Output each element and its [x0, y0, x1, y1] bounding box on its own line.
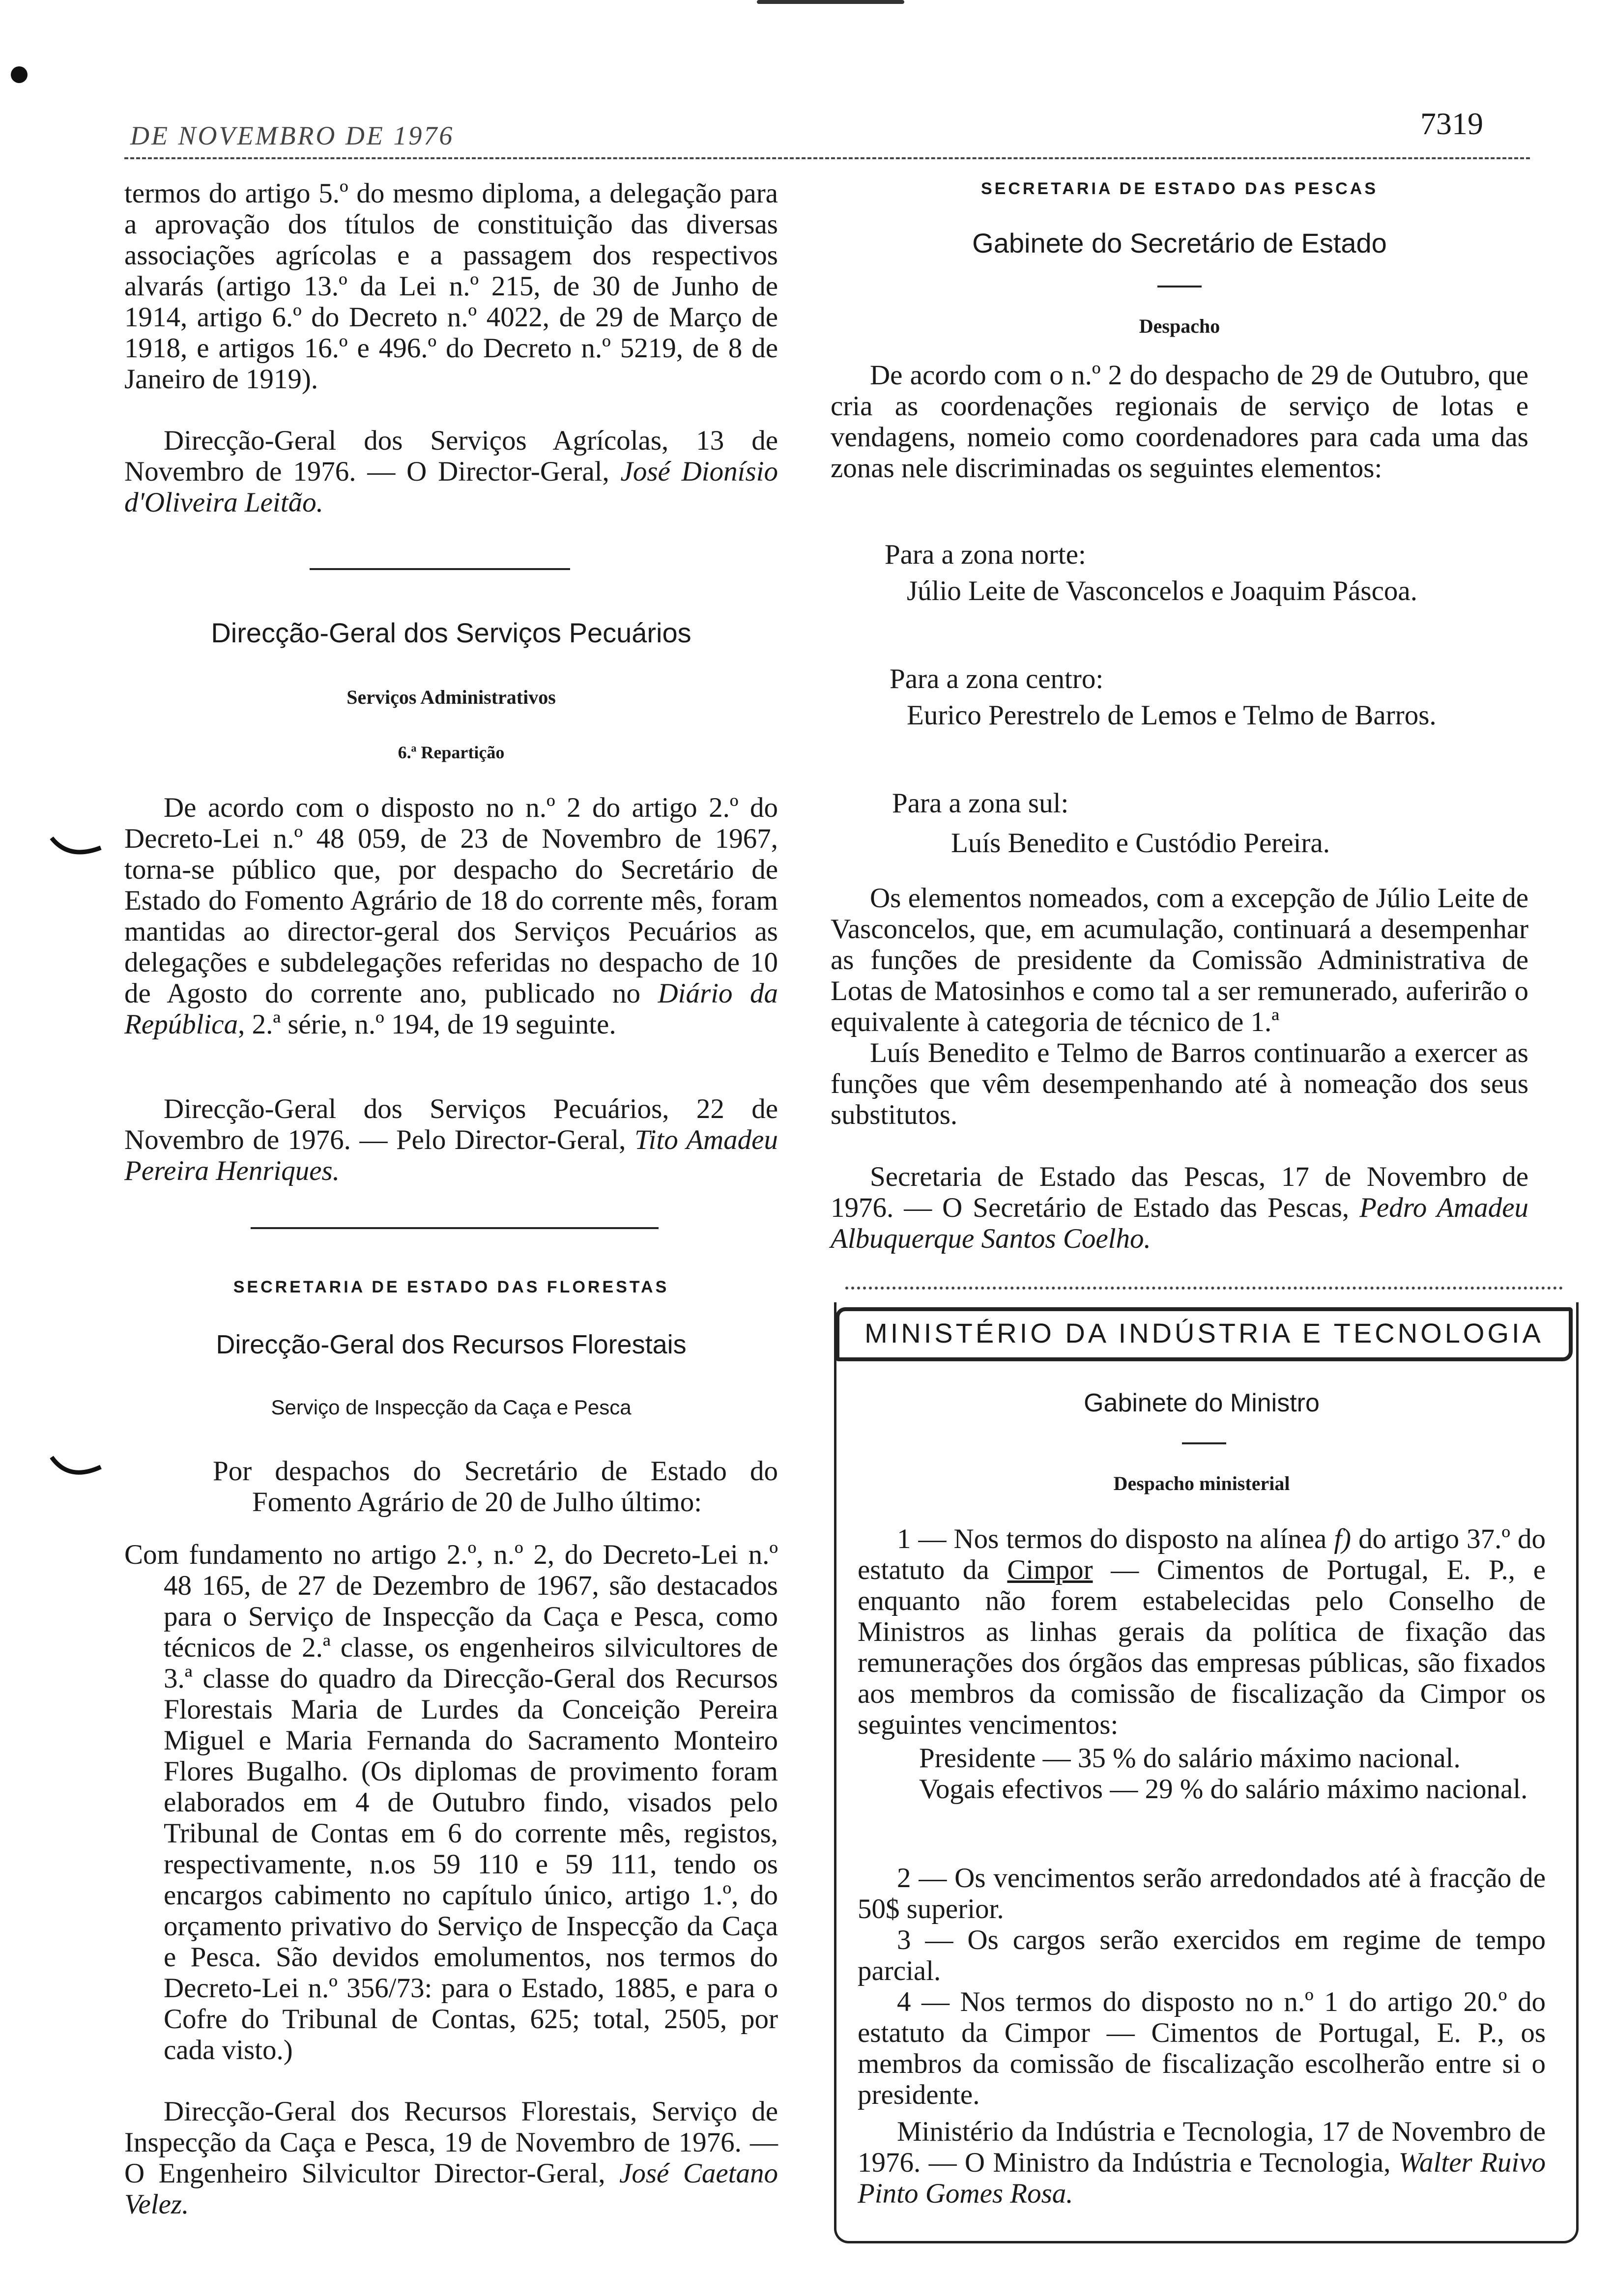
margin-dot: [11, 66, 28, 83]
florestas-paragraph: Com fundamento no artigo 2.º, n.º 2, do Decreto-Lei n.º 48 165, de 27 de Dezembro de 1967, são destacados para o Serviço de Inspecção da Caça e Pesca, como técnicos de 2.ª classe, os engenheiros silvicultores de 3.ª classe do quadro da Direcção-Geral dos Recursos Florestais Maria de Lurdes da Conceição Pereira Miguel e Maria Fernanda do Sacramento Monteiro Flores Bugalho. (Os diplomas de provimento foram elaborados em 4 de Outubro findo, visados pelo Tribunal de Contas em 6 do corrente mês, registos, respectivamente, n.os 59 110 e 59 111, tendo os encargos cabimento no capítulo único, artigo 1.º, do orçamento privativo do Serviço de Inspecção da Caça e Pesca. São devidos emolumentos, nos termos do Decreto-Lei n.º 356/73: para o Estado, 1885, e para o Cofre do Tribunal de Contas, 625; total, 2505, por cada visto.): [124, 1539, 778, 2066]
agricultura-paragraph: termos do artigo 5.º do mesmo diploma, a delegação para a aprovação dos títulos de constituição das diversas associações agrícolas e a passagem dos respectivos alvarás (artigo 13.º da Lei n.º 215, de 30 de Junho de 1914, artigo 6.º do Decreto n.º 4022, de 29 de Março de 1918, e artigos 16.º e 496.º do Decreto n.º 5219, de 8 de Janeiro de 1919).: [124, 178, 778, 395]
zone-label-norte: Para a zona norte:: [885, 539, 1086, 570]
pecuarios-signature: [124, 1093, 778, 1186]
pescas-paragraph: De acordo com o n.º 2 do despacho de 29 de Outubro, que cria as coordenações regionais de serviço de lotas e vendagens, nomeio como coordenadores para cada uma das zonas nele discriminadas os seguintes elementos:: [831, 360, 1528, 484]
paragraph-text: De acordo com o disposto no n.º 2 do artigo 2.º do Decreto-Lei n.º 48 059, de 23 de Novembro de 1967, torna-se público que, por despacho do Secretário de Estado do Fomento Agrário de 18 do corrente mês, foram mantidas ao director-geral dos Serviços Pecuários as delegações e subdelegações referidas no despacho de 10 de Agosto do corrente ano, publicado no: [124, 792, 778, 1009]
section-divider: [310, 568, 570, 570]
checkmark-icon: [49, 1452, 103, 1487]
pescas-signature: [831, 1161, 1528, 1254]
ministry-heading: MINISTÉRIO DA INDÚSTRIA E TECNOLOGIA: [864, 1318, 1544, 1349]
florestas-signature: [124, 2096, 778, 2220]
signature-text: Secretaria de Estado das Pescas, 17 de Novembro de 1976. — O Secretário de Estado das Pescas,: [831, 1161, 1528, 1223]
header-rule: [124, 157, 1530, 159]
paragraph-text: 1 — Nos termos do disposto na alínea: [897, 1523, 1334, 1554]
salary-item: Vogais efectivos — 29 % do salário máximo nacional.: [919, 1774, 1528, 1805]
industria-signature: [858, 2116, 1546, 2209]
paragraph-text: , 2.ª série, n.º 194, de 19 seguinte.: [238, 1009, 616, 1040]
agricultura-signature: [124, 425, 778, 518]
section-divider: [251, 1227, 659, 1229]
salary-list: [919, 1743, 1548, 1805]
heading-dash: [1157, 286, 1202, 287]
paragraph-text: do artigo 37.º do estatuto da: [858, 1523, 1546, 1585]
section-heading: Gabinete do Secretário de Estado: [972, 228, 1387, 258]
section-heading: Direcção-Geral dos Recursos Florestais: [216, 1330, 687, 1359]
page-date: DE NOVEMBRO DE 1976: [130, 121, 455, 150]
dotted-cut-line: [845, 1287, 1563, 1290]
signatory-name: José Dionísio d'Oliveira Leitão.: [124, 456, 778, 518]
pescas-paragraphs: [831, 883, 1528, 1130]
signatory-name: Tito Amadeu Pereira Henriques.: [124, 1124, 778, 1186]
zone-label-centro: Para a zona centro:: [890, 663, 1104, 694]
section-subheading: Serviço de Inspecção da Caça e Pesca: [271, 1396, 632, 1419]
section-heading: Gabinete do Ministro: [1084, 1389, 1320, 1417]
section-subheading: Despacho: [1139, 315, 1220, 337]
checkmark-icon: [49, 833, 103, 862]
page-number: 7319: [1420, 106, 1483, 141]
signature-text: Ministério da Indústria e Tecnologia, 17 de Novembro de 1976. — O Ministro da Indústria e Tecnologia,: [858, 2116, 1546, 2178]
section-heading: Direcção-Geral dos Serviços Pecuários: [211, 617, 691, 648]
paragraph-text: — Cimentos de Portugal, E. P., e enquanto não forem estabelecidas pelo Conselho de Ministros as linhas gerais da política de fixação das remunerações dos órgãos das empresas públicas, são fixados aos membros da comissão de fiscalização da Cimpor os seguintes vencimentos:: [858, 1554, 1546, 1740]
top-edge-mark: [757, 0, 904, 4]
zone-label-sul: Para a zona sul:: [892, 788, 1069, 819]
despacho-paragraphs: [858, 1863, 1546, 2110]
section-subheading: Serviços Administrativos: [346, 686, 556, 708]
paragraph-text: 2 — Os vencimentos serão arredondados até à fracção de 50$ superior.: [858, 1863, 1546, 1924]
section-subheading: Despacho ministerial: [1113, 1472, 1290, 1494]
signature-text: Direcção-Geral dos Recursos Florestais, Serviço de Inspecção da Caça e Pesca, 19 de Novembro de 1976. — O Engenheiro Silvicultor Director-Geral,: [124, 2096, 778, 2189]
salary-item: Presidente — 35 % do salário máximo nacional.: [919, 1743, 1461, 1774]
zone-names-norte: Júlio Leite de Vasconcelos e Joaquim Páscoa.: [907, 575, 1417, 606]
paragraph-text: 3 — Os cargos serão exercidos em regime de tempo parcial.: [858, 1924, 1546, 1986]
heading-dash: [1182, 1442, 1226, 1444]
section-repartition: 6.ª Repartição: [398, 743, 505, 762]
pecuarios-paragraph: [124, 792, 778, 1040]
zone-names-sul: Luís Benedito e Custódio Pereira.: [951, 828, 1330, 859]
signature-text: Direcção-Geral dos Serviços Agrícolas, 13 de Novembro de 1976. — O Director-Geral,: [124, 425, 778, 487]
publication-name: Diário da República: [124, 978, 778, 1040]
paragraph-text: 4 — Nos termos do disposto no n.º 1 do artigo 20.º do estatuto da Cimpor — Cimentos de Portugal, E. P., os membros da comissão de fiscalização escolherão entre si o presidente.: [858, 1986, 1546, 2110]
signatory-name: Walter Ruivo Pinto Gomes Rosa.: [858, 2147, 1546, 2209]
despacho-paragraph-1: [858, 1523, 1546, 1740]
florestas-intro: Por despachos do Secretário de Estado do Fomento Agrário de 20 de Julho último:: [213, 1456, 778, 1518]
zone-names-centro: Eurico Perestrelo de Lemos e Telmo de Barros.: [907, 700, 1437, 731]
signatory-name: Pedro Amadeu Albuquerque Santos Coelho.: [831, 1192, 1529, 1254]
paragraph-text: Luís Benedito e Telmo de Barros continuarão a exercer as funções que vêm desempenhando até à nomeação dos seus substitutos.: [831, 1037, 1528, 1130]
paragraph-text: Os elementos nomeados, com a excepção de Júlio Leite de Vasconcelos, que, em acumulação, continuará a desempenhar as funções de presidente da Comissão Administrativa de Lotas de Matosinhos e como tal a ser remunerado, auferirão o equivalente à categoria de técnico de 1.ª: [831, 883, 1528, 1037]
underlined-company: Cimpor: [1007, 1554, 1093, 1585]
alinea-ref: f): [1334, 1523, 1352, 1554]
signature-text: Direcção-Geral dos Serviços Pecuários, 22 de Novembro de 1976. — Pelo Director-Geral,: [124, 1093, 778, 1155]
secretaria-heading: SECRETARIA DE ESTADO DAS PESCAS: [980, 179, 1378, 198]
signatory-name: José Caetano Velez.: [124, 2158, 778, 2220]
secretaria-heading: SECRETARIA DE ESTADO DAS FLORESTAS: [233, 1278, 669, 1296]
